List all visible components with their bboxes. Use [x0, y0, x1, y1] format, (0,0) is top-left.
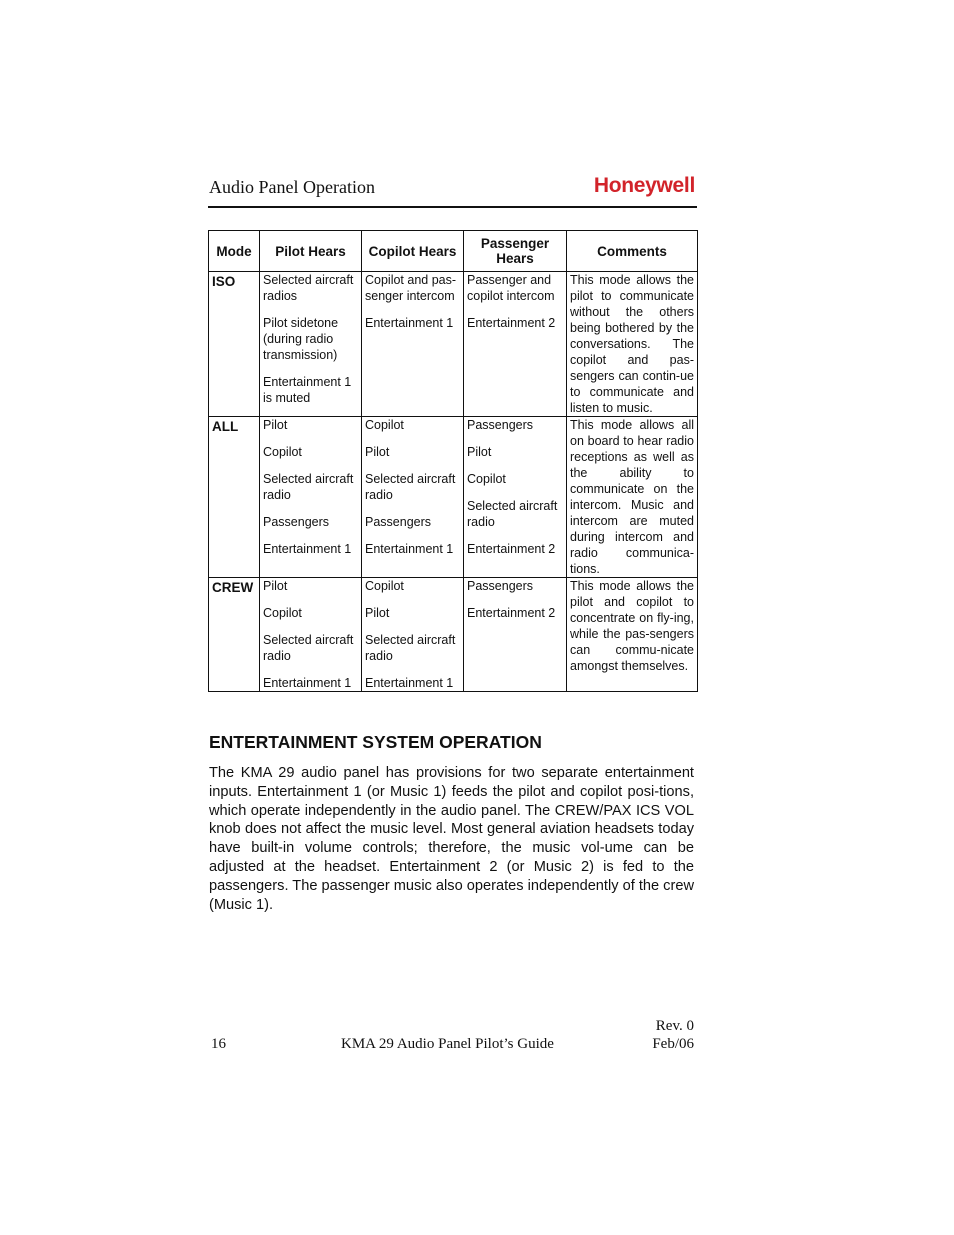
list-item: Selected aircraft radio	[467, 499, 558, 529]
list-item: Entertainment 2	[467, 606, 556, 620]
pilot-hears-cell	[260, 417, 362, 578]
revision-label: Rev. 0	[655, 1018, 694, 1034]
copilot-hears-cell	[362, 417, 464, 578]
passenger-hears-cell	[464, 417, 567, 578]
mode-cell: ALL	[209, 417, 260, 578]
list-item: Entertainment 1	[365, 316, 454, 330]
column-header-copilot-hears: Copilot Hears	[362, 231, 464, 272]
list-item: Copilot	[263, 445, 302, 459]
section-heading: ENTERTAINMENT SYSTEM OPERATION	[209, 732, 542, 752]
list-item: Entertainment 2	[467, 316, 556, 330]
list-item: Passengers	[467, 418, 534, 432]
list-item: Pilot	[365, 445, 390, 459]
list-item: Passengers	[263, 515, 330, 529]
list-item: Entertainment 1	[365, 676, 454, 690]
list-item: Copilot	[263, 606, 302, 620]
table-row	[209, 578, 698, 692]
list-item: Copilot	[467, 472, 506, 486]
list-item: Selected aircraft radio	[263, 472, 354, 502]
list-item: Pilot	[263, 418, 288, 432]
column-header-passenger-hears: Passenger Hears	[464, 231, 567, 272]
passenger-hears-cell	[464, 578, 567, 692]
column-header-mode: Mode	[209, 231, 260, 272]
header-title: Audio Panel Operation	[209, 177, 375, 197]
list-item: Pilot	[365, 606, 390, 620]
guide-title: KMA 29 Audio Panel Pilot’s Guide	[341, 1036, 554, 1052]
passenger-hears-cell	[464, 272, 567, 417]
column-header-pilot-hears: Pilot Hears	[260, 231, 362, 272]
list-item: Copilot	[365, 418, 404, 432]
list-item: Entertainment 1	[263, 542, 352, 556]
copilot-hears-cell	[362, 272, 464, 417]
table-row	[209, 417, 698, 578]
list-item: Entertainment 1 is muted	[263, 375, 352, 405]
pilot-hears-cell	[260, 272, 362, 417]
list-item: Selected aircraft radio	[365, 472, 456, 502]
page-number: 16	[211, 1036, 226, 1052]
list-item: Pilot	[263, 579, 288, 593]
list-item: Passengers	[467, 579, 534, 593]
page-header	[208, 174, 697, 208]
list-item: Entertainment 2	[467, 542, 556, 556]
revision-block	[652, 1017, 694, 1053]
list-item: Copilot	[365, 579, 404, 593]
comments-cell: This mode allows all on board to hear radio receptions as well as the ability to communicate on the intercom. Music and intercom are muted during intercom and radio communica-tions.	[567, 417, 698, 578]
column-header-comments: Comments	[567, 231, 698, 272]
revision-date: Feb/06	[652, 1036, 694, 1052]
list-item: Selected aircraft radio	[365, 633, 456, 663]
mode-table	[208, 230, 698, 692]
honeywell-logo: Honeywell	[593, 174, 695, 197]
list-item: Selected aircraft radio	[263, 633, 354, 663]
list-item: Copilot and pas-senger intercom	[365, 273, 457, 303]
list-item: Passengers	[365, 515, 432, 529]
comments-cell: This mode allows the pilot to communicate without the others being bothered by the conversations. The copilot and pas-sengers can contin-ue to communicate and listen to music.	[567, 272, 698, 417]
list-item: Pilot	[467, 445, 492, 459]
copilot-hears-cell	[362, 578, 464, 692]
list-item: Pilot sidetone (during radio transmission)	[263, 316, 339, 362]
table-header-row	[209, 231, 698, 272]
list-item: Passenger and copilot intercom	[467, 273, 555, 303]
list-item: Entertainment 1	[263, 676, 352, 690]
comments-cell: This mode allows the pilot and copilot to concentrate on fly-ing, while the pas-sengers can commu-nicate amongst themselves.	[567, 578, 698, 692]
mode-cell: ISO	[209, 272, 260, 417]
mode-cell: CREW	[209, 578, 260, 692]
list-item: Selected aircraft radios	[263, 273, 354, 303]
section-body-text: The KMA 29 audio panel has provisions for two separate entertainment inputs. Entertainment 1 (or Music 1) feeds the pilot and copilot posi-tions, which operate independently in the audio panel. The CREW/PAX ICS VOL knob does not affect the music level. Most general aviation headsets today have built-in volume controls; therefore, the music vol-ume can be adjusted at the headset. Entertainment 2 (or Music 2) is fed to the passengers. The passenger music also operates independently of the crew (Music 1).	[209, 765, 694, 913]
pilot-hears-cell	[260, 578, 362, 692]
list-item: Entertainment 1	[365, 542, 454, 556]
table-row	[209, 272, 698, 417]
